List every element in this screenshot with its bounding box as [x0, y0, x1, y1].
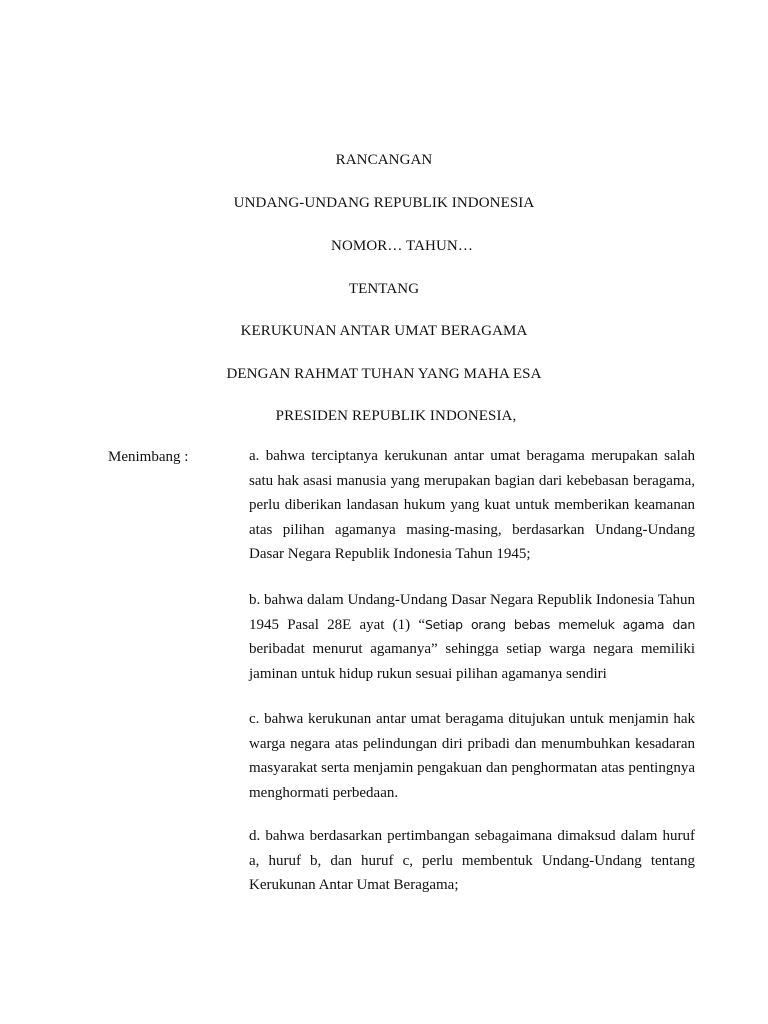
consideration-b-text-end: beribadat menurut agamanya” sehingga setiap warga negara memiliki jaminan untuk hidup rukun sesuai pilihan agamanya sendiri: [249, 641, 695, 682]
law-type-heading: UNDANG-UNDANG REPUBLIK INDONESIA: [233, 195, 535, 211]
law-number-heading: NOMOR… TAHUN…: [331, 238, 473, 254]
divine-grace-heading: DENGAN RAHMAT TUHAN YANG MAHA ESA: [226, 366, 542, 382]
consideration-b-quote: Setiap orang bebas memeluk agama dan: [425, 616, 695, 632]
draft-label: RANCANGAN: [335, 152, 433, 168]
consideration-c: c. bahwa kerukunan antar umat beragama ditujukan untuk menjamin hak warga negara atas pelindungan diri pribadi dan menumbuhkan kesadaran masyarakat serta menjamin pengakuan dan penghormatan atas pentingnya menghormati perbedaan.: [249, 711, 695, 801]
consideration-a: a. bahwa terciptanya kerukunan antar umat beragama merupakan salah satu hak asasi manusia yang merupakan bagian dari kebebasan beragama, perlu diberikan landasan hukum yang kuat untuk memberikan keamanan atas pilihan agamanya masing-masing, berdasarkan Undang-Undang Dasar Negara Republik Indonesia Tahun 1945;: [249, 448, 695, 562]
considering-label: Menimbang :: [108, 449, 189, 465]
law-title-heading: KERUKUNAN ANTAR UMAT BERAGAMA: [240, 323, 528, 339]
president-heading: PRESIDEN REPUBLIK INDONESIA,: [275, 408, 517, 424]
consideration-b-text-start: b. bahwa dalam Undang-Undang Dasar Negara Republik Indonesia Tahun 1945 Pasal 28E ayat (1) “: [249, 592, 695, 633]
consideration-b: [249, 588, 695, 686]
consideration-d: d. bahwa berdasarkan pertimbangan sebagaimana dimaksud dalam huruf a, huruf b, dan huruf c, perlu membentuk Undang-Undang tentang Kerukunan Antar Umat Beragama;: [249, 828, 695, 893]
about-heading: TENTANG: [348, 281, 420, 297]
